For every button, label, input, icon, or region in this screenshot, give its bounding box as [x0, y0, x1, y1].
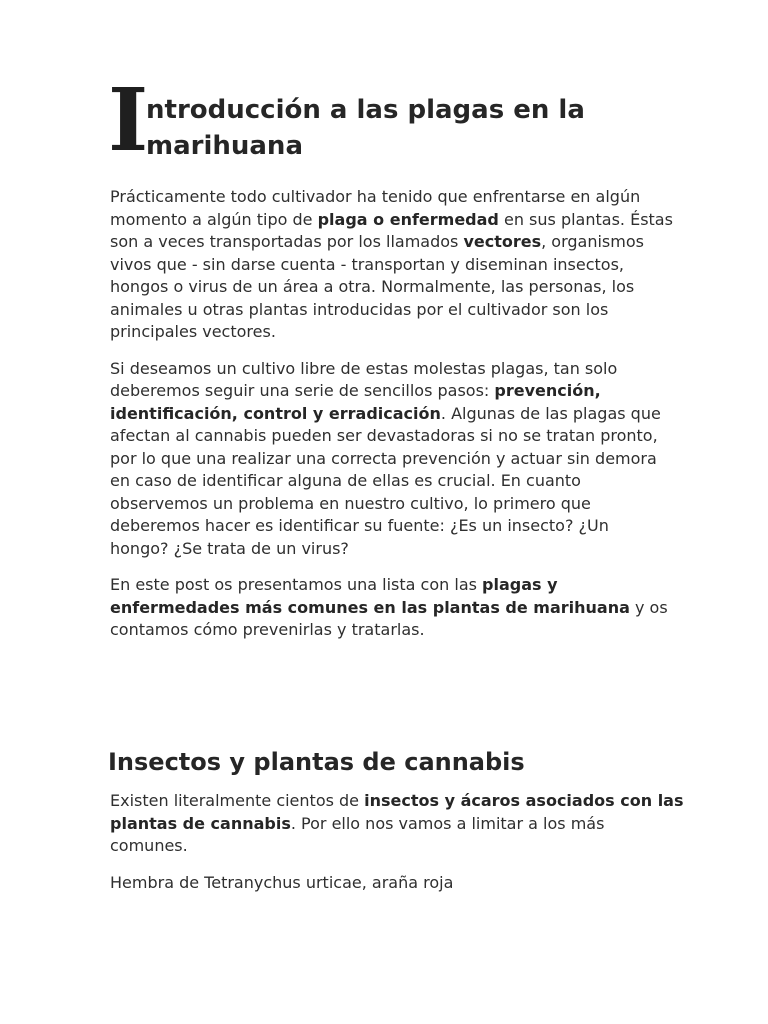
title-line-1: ntroducción a las plagas en la [146, 95, 585, 125]
emphasis-enfermedades-comunes: enfermedades más comunes en las plantas de marihuana [110, 597, 630, 617]
title-dropcap: I [108, 70, 149, 171]
section-heading: Insectos y plantas de cannabis [108, 748, 525, 776]
emphasis-plantas-cannabis: plantas de cannabis [110, 813, 291, 833]
emphasis-insectos-acaros: insectos y ácaros asociados con las [364, 791, 684, 810]
paragraph-intro: Prácticamente todo cultivador ha tenido que enfrentarse en algún momento a algún tipo de plaga o enfermedad en sus plantas. Éstas son a veces transportadas por los llamados vectores, organismos vivos que - sin darse cuenta - transportan y diseminan insectos, hongos o virus de un área a otra. Normalmente, las personas, los animales u otras plantas introducidas por el cultivador son los principales vectores. [110, 187, 673, 341]
article-page [108, 70, 673, 656]
paragraph-insects: Existen literalmente cientos de insectos y ácaros asociados con las plantas de cannabis. Por ello nos vamos a limitar a los más comunes. [110, 791, 684, 855]
paragraph-steps: Si deseamos un cultivo libre de estas molestas plagas, tan solo deberemos seguir una serie de sencillos pasos: prevención, identificación, control y erradicación. Algunas de las plagas que afectan al cannabis pueden ser devastadoras si no se tratan pronto, por lo que una realizar una correcta prevención y actuar sin demora en caso de identificar alguna de ellas es crucial. En cuanto observemos un problema en nuestro cultivo, lo primero que deberemos hacer es identificar su fuente: ¿Es un insecto? ¿Un hongo? ¿Se trata de un virus? [110, 358, 661, 558]
emphasis-plaga-enfermedad: plaga o enfermedad [317, 209, 499, 229]
intro-body [110, 186, 673, 642]
emphasis-identificacion-control: identificación, control y erradicación [110, 403, 441, 423]
emphasis-prevencion: prevención, [494, 381, 601, 400]
section-body [110, 790, 684, 908]
image-caption: Hembra de Tetranychus urticae, araña roja [110, 872, 454, 892]
emphasis-plagas-y: plagas y [482, 575, 558, 594]
title-line-2: marihuana [146, 131, 303, 161]
paragraph-post-intro: En este post os presentamos una lista con las plagas y enfermedades más comunes en las plantas de marihuana y os contamos cómo prevenirlas y tratarlas. [110, 575, 668, 639]
emphasis-vectores: vectores [463, 232, 542, 251]
article-title [108, 70, 670, 171]
